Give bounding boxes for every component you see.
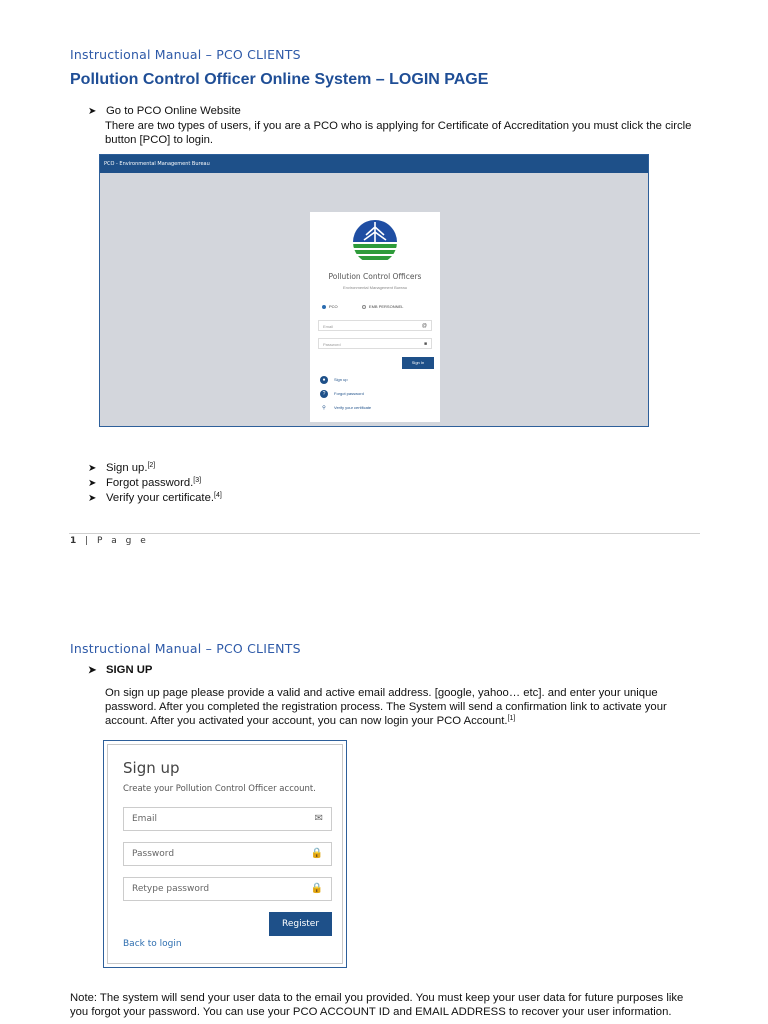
arrow-bullet-icon: ➤ xyxy=(88,665,97,676)
note-text: Note: The system will send your user data to the email you provided. You must keep your user data for future purposes like you forgot your password. You can use your PCO ACCOUNT ID and EMAIL ADDRESS to recover your user information. xyxy=(70,992,684,1018)
radio-emb-label: EMB PERSONNEL xyxy=(368,304,404,309)
forgot-password-link[interactable] xyxy=(320,390,364,398)
signup-title: Sign up xyxy=(123,759,180,777)
arrow-bullet-icon: ➤ xyxy=(88,493,97,504)
retype-password-placeholder: Retype password xyxy=(132,884,210,894)
page-label: | P a g e xyxy=(79,536,149,546)
retype-password-field[interactable] xyxy=(123,877,332,901)
radio-pco-label: PCO xyxy=(329,304,338,309)
user-type-radios xyxy=(322,304,432,309)
user-icon: ● xyxy=(320,376,328,384)
at-icon: @ xyxy=(421,323,427,329)
arrow-bullet-icon: ➤ xyxy=(88,463,97,474)
sign-up-link-label: Sign up xyxy=(334,377,348,383)
login-page-screenshot xyxy=(99,154,649,427)
page-title: Pollution Control Officer Online System – LOGIN PAGE xyxy=(70,71,489,88)
lock-icon: 🔒 xyxy=(310,848,323,859)
signup-form-screenshot xyxy=(103,740,347,968)
list-item-text: Forgot password. xyxy=(106,477,194,489)
list-item-text: Verify your certificate. xyxy=(106,492,214,504)
page-number: 1 xyxy=(70,536,80,546)
intro-text: There are two types of users, if you are a PCO who is applying for Certificate of Accreditation you must click the circle button [PCO] to login. xyxy=(105,120,692,146)
lock-icon: ■ xyxy=(423,341,427,347)
card-subtitle: Environmental Management Bureau xyxy=(342,285,408,290)
forgot-link-label: Forgot password xyxy=(334,391,364,397)
password-field[interactable] xyxy=(318,338,432,349)
list-item xyxy=(88,491,222,506)
card-title: Pollution Control Officers xyxy=(328,272,422,281)
footnote-ref: [4] xyxy=(214,492,222,499)
search-icon: ⚲ xyxy=(322,405,326,411)
screenshot-topbar: PCO - Environmental Management Bureau xyxy=(100,155,648,173)
list-item-text: Sign up. xyxy=(106,462,148,474)
section-heading-text: SIGN UP xyxy=(106,664,153,676)
list-item xyxy=(88,476,201,491)
envelope-icon: ✉ xyxy=(314,813,323,824)
email-placeholder: Email xyxy=(132,814,157,824)
list-item xyxy=(88,461,155,476)
intro-list-item xyxy=(88,104,698,119)
lock-icon: 🔒 xyxy=(310,883,323,894)
intro-bullet-text: Go to PCO Online Website xyxy=(106,105,241,117)
verify-certificate-link[interactable] xyxy=(320,404,371,412)
signup-subtitle: Create your Pollution Control Officer account. xyxy=(123,784,316,794)
signup-paragraph-text: On sign up page please provide a valid and active email address. [google, yahoo… etc]. and enter your unique password. After you completed the registration process. The System will send a confirmation link to activate your account. After you activated your account, you can now login your PCO Account. xyxy=(105,687,667,727)
footnote-ref: [2] xyxy=(147,462,156,469)
back-to-login-link[interactable]: Back to login xyxy=(123,939,182,949)
email-field[interactable] xyxy=(123,807,332,831)
email-field[interactable] xyxy=(318,320,432,331)
password-placeholder: Password xyxy=(132,849,175,859)
sign-in-button[interactable]: Sign In xyxy=(402,357,434,369)
password-placeholder: Password xyxy=(323,342,341,347)
signup-paragraph xyxy=(105,686,700,728)
email-placeholder: Email xyxy=(323,324,334,329)
section-heading xyxy=(88,663,152,678)
arrow-bullet-icon: ➤ xyxy=(88,478,97,489)
page-header: Instructional Manual – PCO CLIENTS xyxy=(70,47,301,62)
sign-up-link[interactable] xyxy=(320,376,348,384)
page-footer xyxy=(70,536,149,546)
question-icon: ? xyxy=(320,390,328,398)
verify-link-label: Verify your certificate xyxy=(334,405,372,411)
footnote-ref: [3] xyxy=(193,477,202,484)
footer-divider xyxy=(69,533,700,534)
arrow-bullet-icon: ➤ xyxy=(88,106,97,117)
login-card xyxy=(310,212,440,422)
emb-logo-icon xyxy=(352,219,398,270)
radio-pco[interactable] xyxy=(322,305,326,309)
footnote-ref: [1] xyxy=(507,715,516,722)
register-button[interactable]: Register xyxy=(269,912,332,936)
radio-emb-personnel[interactable] xyxy=(362,305,366,309)
password-field[interactable] xyxy=(123,842,332,866)
page-header: Instructional Manual – PCO CLIENTS xyxy=(70,641,301,656)
